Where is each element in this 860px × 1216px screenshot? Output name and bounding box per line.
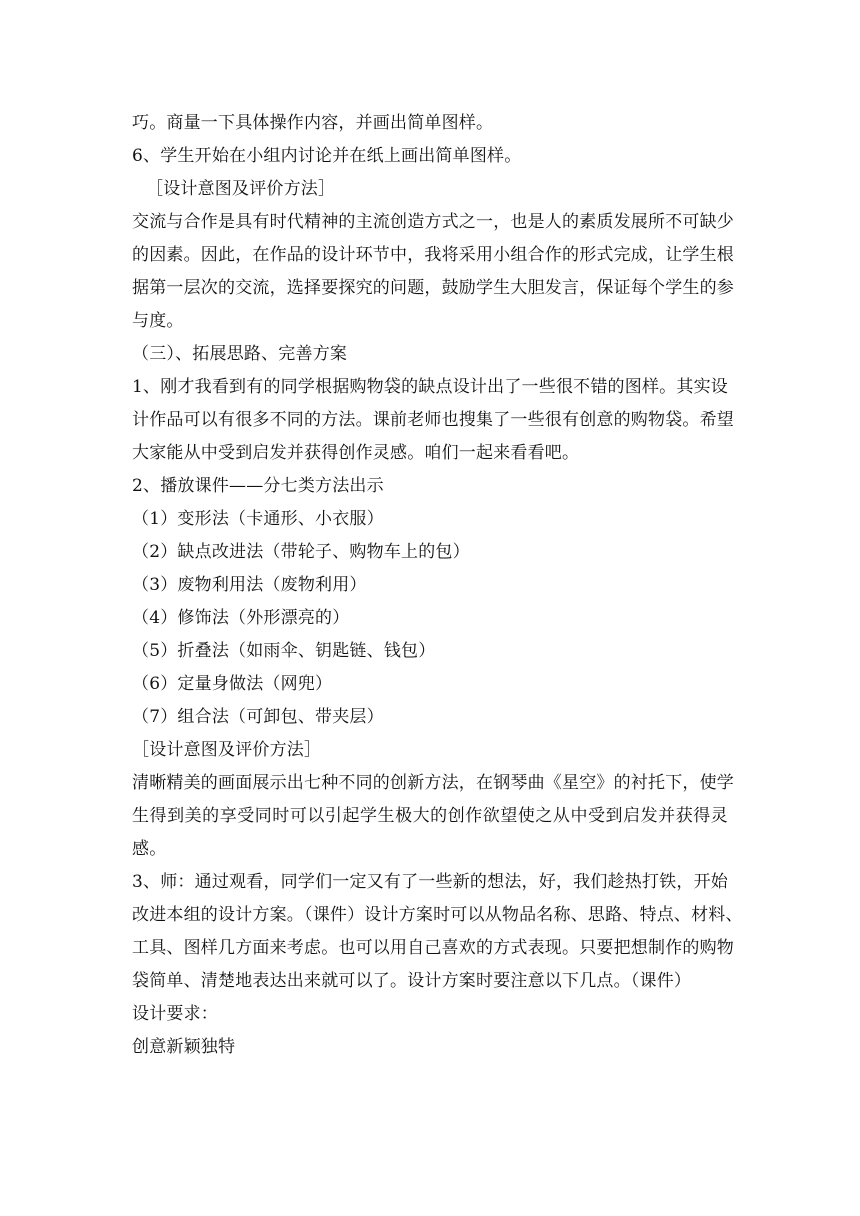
list-item: （2）缺点改进法（带轮子、购物车上的包） <box>132 542 470 562</box>
list-item: （5）折叠法（如雨伞、钥匙链、钱包） <box>132 641 436 661</box>
text-line: 设计要求： <box>132 1004 218 1024</box>
text-line: 工具、图样几方面来考虑。也可以用自己喜欢的方式表现。只要把想制作的购物 <box>132 938 734 958</box>
text-line: 的因素。因此，在作品的设计环节中，我将采用小组合作的形式完成，让学生根 <box>132 245 734 265</box>
text-line: 生得到美的享受同时可以引起学生极大的创作欲望使之从中受到启发并获得灵 <box>132 806 728 826</box>
text-line: 改进本组的设计方案。（课件）设计方案时可以从物品名称、思路、特点、材料、 <box>132 905 743 925</box>
text-line: 1、刚才我看到有的同学根据购物袋的缺点设计出了一些很不错的图样。其实设 <box>132 377 728 397</box>
document-body <box>132 107 743 1064</box>
section-heading: ［设计意图及评价方法］ <box>146 179 336 199</box>
text-line: 大家能从中受到启发并获得创作灵感。咱们一起来看看吧。 <box>132 443 580 463</box>
section-heading: （三）、拓展思路、完善方案 <box>132 344 348 364</box>
list-item: （6）定量身做法（网兜） <box>132 674 333 694</box>
list-item: （4）修饰法（外形漂亮的） <box>132 608 350 628</box>
text-line: 6、学生开始在小组内讨论并在纸上画出简单图样。 <box>132 146 522 166</box>
list-item: （3）废物利用法（废物利用） <box>132 575 367 595</box>
list-item: （7）组合法（可卸包、带夹层） <box>132 707 384 727</box>
text-line: 3、师：通过观看，同学们一定又有了一些新的想法，好，我们趁热打铁，开始 <box>132 872 728 892</box>
text-line: 袋简单、清楚地表达出来就可以了。设计方案时要注意以下几点。（课件） <box>132 971 692 991</box>
list-item: （1）变形法（卡通形、小衣服） <box>132 509 384 529</box>
text-line: 清晰精美的画面展示出七种不同的创新方法，在钢琴曲《星空》的衬托下，使学 <box>132 773 734 793</box>
text-line: 交流与合作是具有时代精神的主流创造方式之一，也是人的素质发展所不可缺少 <box>132 212 734 232</box>
text-line: 计作品可以有很多不同的方法。课前老师也搜集了一些很有创意的购物袋。希望 <box>132 410 734 430</box>
text-line: 感。 <box>132 839 167 859</box>
text-line: 与度。 <box>132 311 184 331</box>
text-line: 据第一层次的交流，选择要探究的问题，鼓励学生大胆发言，保证每个学生的参 <box>132 278 734 298</box>
text-line: 创意新颖独特 <box>132 1037 236 1057</box>
section-heading: ［设计意图及评价方法］ <box>132 740 322 760</box>
text-line: 巧。商量一下具体操作内容，并画出简单图样。 <box>132 113 494 133</box>
text-line: 2、播放课件——分七类方法出示 <box>132 476 384 496</box>
